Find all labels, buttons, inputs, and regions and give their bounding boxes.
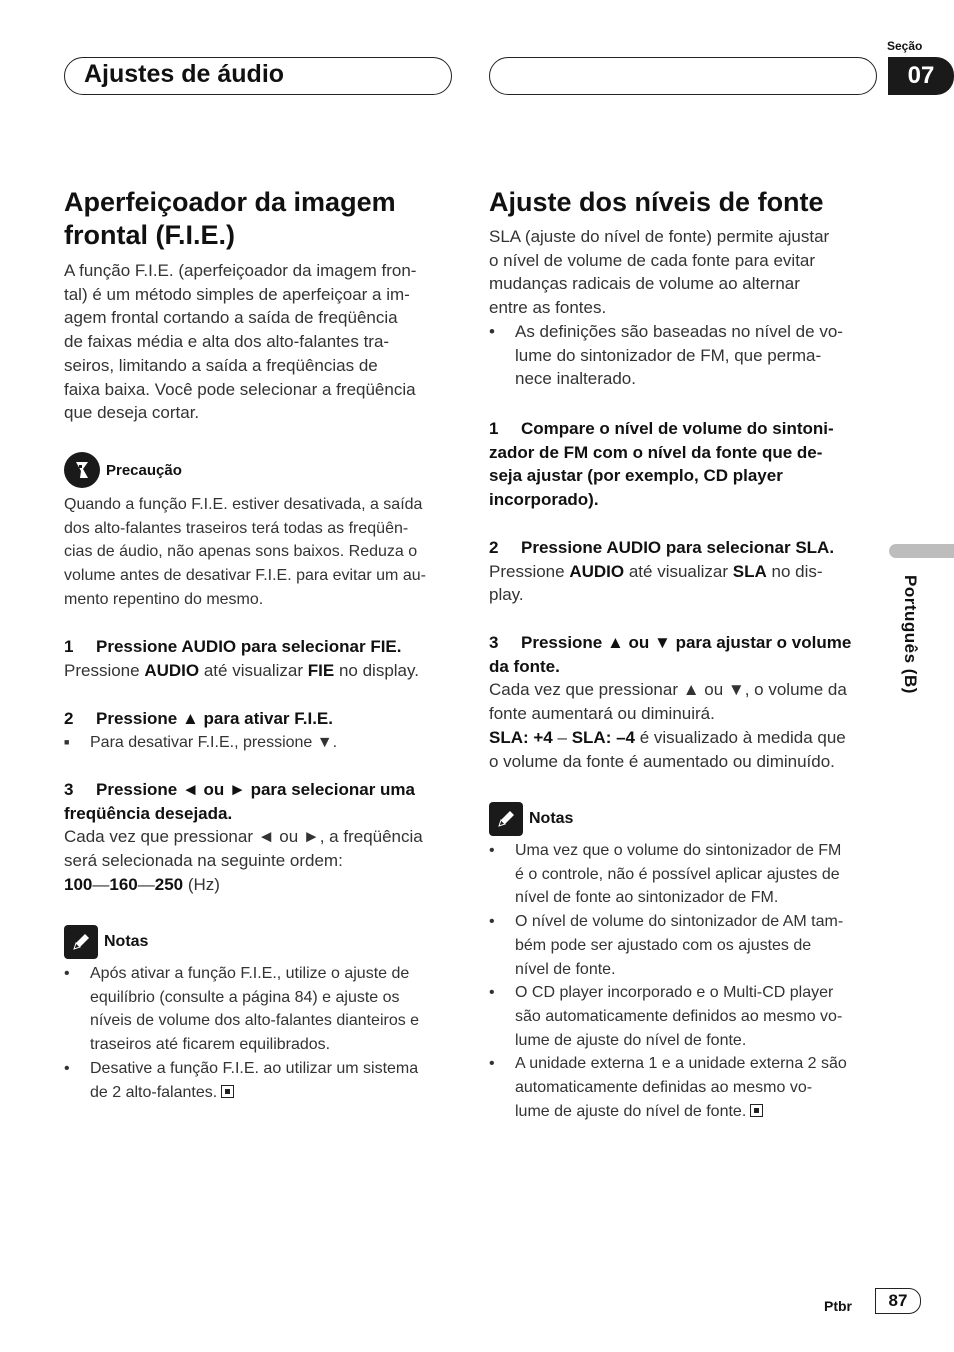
section-number-badge: 07	[888, 57, 954, 95]
sla-step-1: 1 Compare o nível de volume do sintoni- zador de FM com o nível da fonte que de- seja ajustar (por exemplo, CD player incorporado).	[489, 419, 834, 510]
text-line: mento repentino do mesmo.	[64, 590, 264, 608]
list-item: • Uma vez que o volume do sintonizador de FM é o controle, não é possível aplicar ajustes de nível de fonte ao sintonizador de FM.	[489, 842, 842, 907]
sla-intro	[489, 225, 881, 320]
text-line: Quando a função F.I.E. estiver desativada, a saída	[64, 496, 423, 513]
text-line: de faixas média e alta dos alto-falantes tra-	[64, 332, 390, 352]
step-heading: Pressione AUDIO para selecionar FIE.	[96, 637, 402, 656]
caution-text	[64, 493, 456, 612]
text-line: dos alto-falantes traseiros terá todas as freqüên-	[64, 519, 409, 537]
sla-title: Ajuste dos níveis de fonte	[489, 187, 824, 217]
text-line: Cada vez que pressionar ▲ ou ▼, o volume da	[489, 680, 847, 700]
right-column	[489, 186, 881, 391]
section-title: Ajustes de áudio	[84, 60, 285, 88]
text-line: Cada vez que pressionar ◄ ou ►, a freqüência	[64, 827, 423, 847]
header-blank-frame	[489, 57, 877, 95]
fie-step-2	[64, 707, 456, 754]
language-label: Português (B)	[901, 575, 920, 694]
fie-title-line2: frontal (F.I.E.)	[64, 220, 235, 250]
note-pencil-icon	[489, 802, 523, 836]
sla-range: SLA: +4 – SLA: –4 é visualizado à medida que	[489, 727, 846, 747]
left-column	[64, 186, 456, 425]
text-line: fonte aumentará ou diminuirá.	[489, 704, 715, 724]
text-line: A função F.I.E. (aperfeiçoador da imagem fron-	[64, 261, 417, 280]
step-number: 2	[64, 709, 74, 728]
language-tab-marker	[889, 544, 954, 558]
left-notes-header	[64, 925, 148, 959]
step-heading: Pressione ▲ para ativar F.I.E.	[96, 709, 333, 728]
step-bullet: ■ Para desativar F.I.E., pressione ▼.	[64, 731, 456, 755]
fie-intro	[64, 259, 456, 425]
fie-title	[64, 186, 456, 252]
text-line: agem frontal cortando a saída de freqüência	[64, 308, 398, 328]
list-item: • A unidade externa 1 e a unidade externa 2 são automaticamente definidas ao mesmo vo- lume de ajuste do nível de fonte.	[489, 1055, 847, 1120]
notes-label: Notas	[104, 933, 149, 950]
list-item: • Desative a função F.I.E. ao utilizar um sistema de 2 alto-falantes.	[64, 1059, 419, 1101]
text-line: volume antes de desativar F.I.E. para evitar um au-	[64, 567, 426, 585]
text-line: play.	[489, 585, 524, 605]
frequency-sequence: 100—160—250 (Hz)	[64, 874, 220, 894]
step-heading: Pressione AUDIO para selecionar SLA.	[521, 538, 835, 557]
text-line: o nível de volume de cada fonte para evitar	[489, 250, 816, 270]
sla-intro-bullets	[489, 320, 881, 391]
step-desc: Pressione AUDIO até visualizar FIE no display.	[64, 660, 419, 680]
list-item: • As definições são baseadas no nível de vo- lume do sintonizador de FM, que perma- nece inalterado.	[489, 321, 843, 389]
step-number: 1	[489, 419, 499, 438]
text-line: mudanças radicais de volume ao alternar	[489, 274, 800, 294]
step-number: 3	[489, 633, 499, 652]
fie-step-1	[64, 635, 456, 682]
step-number: 2	[489, 538, 499, 557]
footer-lang-code: Ptbr	[824, 1298, 852, 1314]
fie-title-line1: Aperfeiçoador da imagem	[64, 187, 396, 217]
page-number: 87	[875, 1288, 921, 1314]
step-number: 3	[64, 780, 74, 799]
caution-label: Precaução	[106, 461, 182, 479]
text-line: que deseja cortar.	[64, 403, 200, 423]
square-bullet-icon: ■	[64, 736, 70, 747]
fie-step-3	[64, 778, 456, 897]
end-mark-icon	[750, 1104, 763, 1117]
end-mark-icon	[221, 1085, 234, 1098]
caution-header	[64, 452, 182, 488]
right-notes-header	[489, 802, 573, 836]
text-line: seiros, limitando a saída a freqüências de	[64, 355, 378, 375]
text-line: o volume da fonte é aumentado ou diminuído.	[489, 751, 835, 771]
text-line: será selecionada na seguinte ordem:	[64, 851, 343, 871]
notes-label: Notas	[529, 810, 574, 827]
step-heading: Pressione ◄ ou ► para selecionar uma	[96, 780, 415, 799]
note-pencil-icon	[64, 925, 98, 959]
step-number: 1	[64, 637, 74, 656]
sla-step-2	[489, 536, 881, 607]
right-notes-list	[489, 839, 881, 1123]
secao-label: Seção	[887, 39, 923, 53]
step-heading-cont: freqüência desejada.	[64, 803, 233, 823]
text-line: cias de áudio, não apenas sons baixos. Reduza o	[64, 543, 418, 561]
text-line: entre as fontes.	[489, 298, 607, 318]
step-desc: Pressione AUDIO até visualizar SLA no dis-	[489, 561, 823, 581]
list-item: • O CD player incorporado e o Multi-CD player são automaticamente definidos ao mesmo vo- lume de ajuste do nível de fonte.	[489, 984, 843, 1049]
list-item: • Após ativar a função F.I.E., utilize o ajuste de equilíbrio (consulte a página 84) e ajuste os níveis de volume dos alto-falantes dianteiros e traseiros até ficarem equilibrados.	[64, 965, 420, 1054]
text-line: faixa baixa. Você pode selecionar a freqüência	[64, 379, 416, 399]
caution-icon	[64, 452, 100, 488]
list-item: • O nível de volume do sintonizador de AM tam- bém pode ser ajustado com os ajustes de nível de fonte.	[489, 913, 844, 978]
left-notes-list	[64, 962, 456, 1104]
sla-step-3: 3 Pressione ▲ ou ▼ para ajustar o volume da fonte. Cada vez que pressionar ▲ ou ▼, o volume da fonte aumentará ou diminuirá. SLA: +4 – SLA: –4 é visualizado à medida que o volume da fonte é aumentado ou diminuído.	[489, 631, 881, 773]
text-line: tal) é um método simples de aperfeiçoar a im-	[64, 284, 410, 304]
text-line: SLA (ajuste do nível de fonte) permite ajustar	[489, 227, 830, 246]
